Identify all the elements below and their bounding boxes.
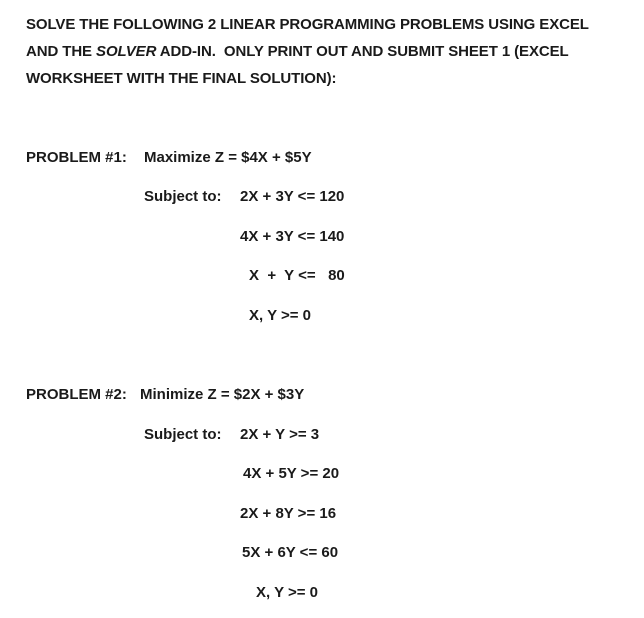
problem-1-nonnegativity: X, Y >= 0 <box>249 307 311 324</box>
problem-1-objective: Maximize Z = $4X + $5Y <box>144 149 312 166</box>
problem-2-objective: Minimize Z = $2X + $3Y <box>140 386 305 403</box>
problem-1-constraint-2: 4X + 3Y <= 140 <box>240 228 345 245</box>
solver-emphasis: SOLVER <box>96 43 157 60</box>
problem-1-subject-to: Subject to: <box>144 188 222 205</box>
problem-2-subject-to: Subject to: <box>144 426 222 443</box>
problem-1-label: PROBLEM #1: <box>26 149 127 166</box>
instructions-line-3: WORKSHEET WITH THE FINAL SOLUTION): <box>26 70 337 87</box>
problem-2-constraint-4: 5X + 6Y <= 60 <box>242 544 339 561</box>
problem-2-label: PROBLEM #2: <box>26 386 127 403</box>
problem-1-constraint-1: 2X + 3Y <= 120 <box>240 188 345 205</box>
instructions-line-1: SOLVE THE FOLLOWING 2 LINEAR PROGRAMMING PROBLEMS USING EXCEL <box>26 16 589 33</box>
problem-2-nonnegativity: X, Y >= 0 <box>256 584 318 601</box>
instructions-line-2 <box>26 43 569 61</box>
instructions-line-2-start: AND THE <box>26 43 97 60</box>
problem-2-constraint-1: 2X + Y >= 3 <box>240 426 320 443</box>
problem-2-constraint-2: 4X + 5Y >= 20 <box>243 465 340 482</box>
problem-2-constraint-3: 2X + 8Y >= 16 <box>240 505 337 522</box>
problem-1-constraint-3: X + Y <= 80 <box>249 267 345 284</box>
instructions-line-2-end: ADD-IN. ONLY PRINT OUT AND SUBMIT SHEET 1 (EXCEL <box>156 43 569 60</box>
